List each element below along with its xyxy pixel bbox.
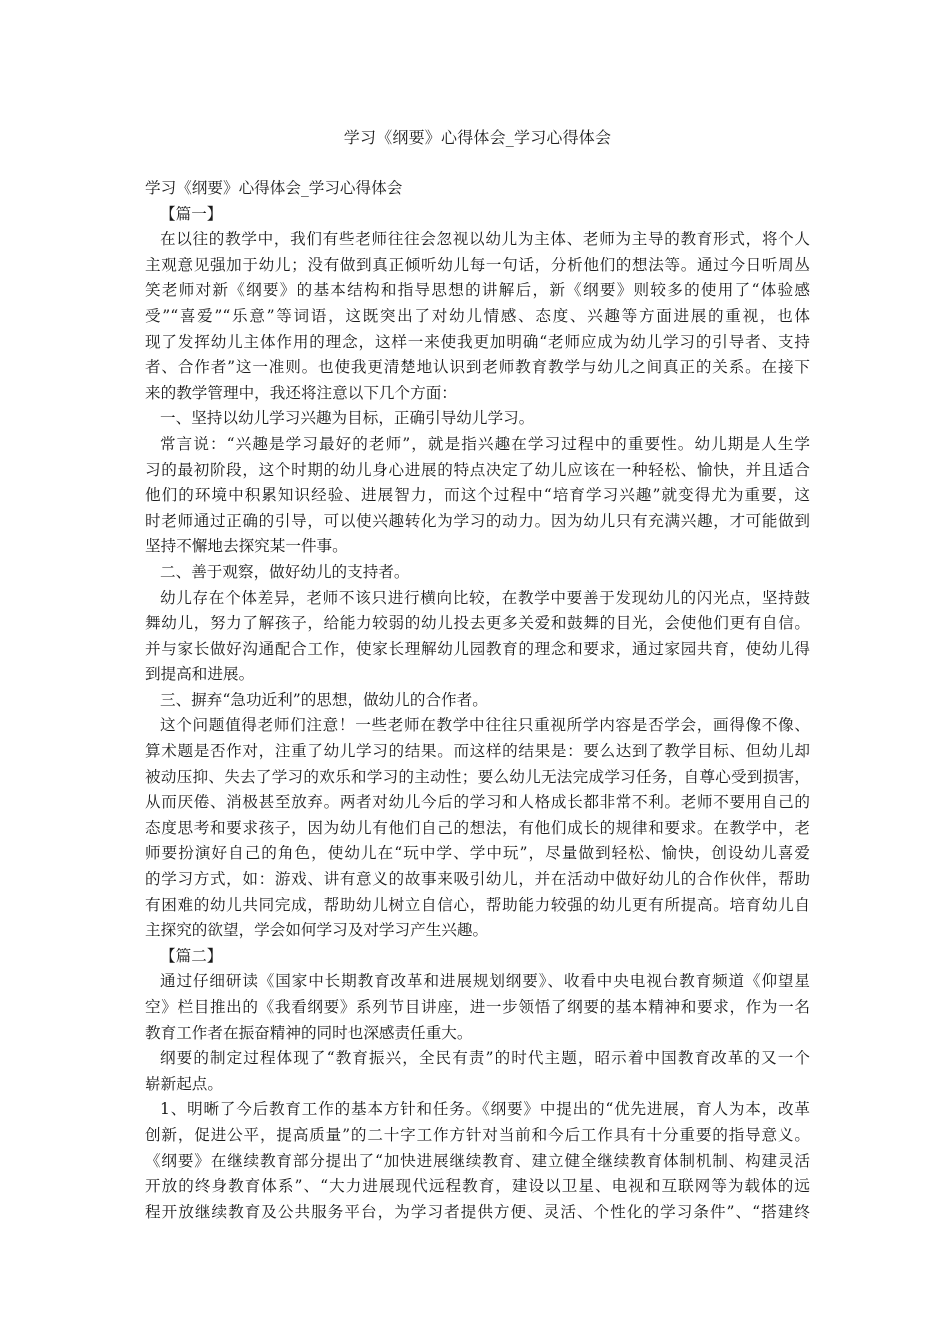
text-line: 崭新起点。 xyxy=(145,1074,223,1093)
text-line: 者、合作者”这一准则。也使我更清楚地认识到老师教育教学与幼儿之间真正的关系。在接下 xyxy=(145,358,810,377)
text-line: 舞幼儿，努力了解孩子，给能力较弱的幼儿投去更多关爱和鼓舞的目光，会使他们更有自信。 xyxy=(145,614,810,633)
text-line: 学习《纲要》心得体会_学习心得体会 xyxy=(145,179,403,197)
text-line: 现了发挥幼儿主体作用的理念，这样一来使我更加明确“老师应成为幼儿学习的引导者、支持 xyxy=(145,332,810,351)
text-line: 这个问题值得老师们注意！一些老师在教学中往往只重视所学内容是否学会，画得像不像、 xyxy=(160,716,810,735)
text-line: 被动压抑、失去了学习的欢乐和学习的主动性；要么幼儿无法完成学习任务，自尊心受到损害， xyxy=(145,767,810,786)
text-line: 有困难的幼儿共同完成，帮助幼儿树立自信心，帮助能力较强的幼儿更有所提高。培育幼儿自 xyxy=(145,895,810,914)
text-line: 开放的终身教育体系”、“大力进展现代远程教育，建设以卫星、电视和互联网等为载体的远 xyxy=(145,1177,810,1196)
text-line: 师要扮演好自己的角色，使幼儿在“玩中学、学中玩”，尽量做到轻松、愉快，创设幼儿喜爱 xyxy=(145,844,810,863)
text-line: 在以往的教学中，我们有些老师往往会忽视以幼儿为主体、老师为主导的教育形式，将个人 xyxy=(160,230,810,249)
text-line: 算术题是否作对，注重了幼儿学习的结果。而这样的结果是：要么达到了教学目标、但幼儿却 xyxy=(145,742,810,761)
text-line: 二、善于观察，做好幼儿的支持者。 xyxy=(160,562,410,581)
text-line: 主观意见强加于幼儿；没有做到真正倾听幼儿每一句话，分析他们的想法等。通过今日听周丛 xyxy=(145,255,810,274)
text-line: 空》栏目推出的《我看纲要》系列节目讲座，进一步领悟了纲要的基本精神和要求，作为一名 xyxy=(145,998,810,1016)
text-line: 《纲要》在继续教育部分提出了“加快进展继续教育、建立健全继续教育体制机制、构建灵活 xyxy=(145,1151,810,1170)
text-line: 笑老师对新《纲要》的基本结构和指导思想的讲解后，新《纲要》则较多的使用了“体验感 xyxy=(145,281,810,300)
text-line: 1、明晰了今后教育工作的基本方针和任务。《纲要》中提出的“优先进展，育人为本，改革 xyxy=(160,1100,810,1119)
text-line: 创新，促进公平，提高质量”的二十字工作方针对当前和今后工作具有十分重要的指导意义。 xyxy=(145,1125,810,1144)
text-line: 一、坚持以幼儿学习兴趣为目标，正确引导幼儿学习。 xyxy=(160,409,535,428)
text-line: 常言说：“兴趣是学习最好的老师”，就是指兴趣在学习过程中的重要性。幼儿期是人生学 xyxy=(160,434,810,453)
text-line: 他们的环境中积累知识经验、进展智力，而这个过程中“培育学习兴趣”就变得尤为重要，这 xyxy=(145,486,810,505)
text-line: 教育工作者在振奋精神的同时也深感责任重大。 xyxy=(145,1023,473,1042)
text-line: 程开放继续教育及公共服务平台，为学习者提供方便、灵活、个性化的学习条件”、“搭建终 xyxy=(145,1202,810,1221)
document-title: 学习《纲要》心得体会_学习心得体会 xyxy=(343,128,612,147)
text-line: 习的最初阶段，这个时期的幼儿身心进展的特点决定了幼儿应该在一种轻松、愉快，并且适合 xyxy=(145,460,810,479)
text-line: 幼儿存在个体差异，老师不该只进行横向比较，在教学中要善于发现幼儿的闪光点，坚持鼓 xyxy=(160,588,810,607)
text-line: 【篇二】 xyxy=(160,946,223,965)
text-line: 来的教学管理中，我还将注意以下几个方面： xyxy=(145,383,457,402)
text-line: 从而厌倦、消极甚至放弃。两者对幼儿今后的学习和人格成长都非常不利。老师不要用自己的 xyxy=(145,793,810,812)
text-line: 坚持不懈地去探究某一件事。 xyxy=(145,537,348,556)
text-line: 纲要的制定过程体现了“教育振兴，全民有责”的时代主题，昭示着中国教育改革的又一个 xyxy=(160,1049,810,1068)
document-body xyxy=(145,176,810,1225)
text-line: 通过仔细研读《国家中长期教育改革和进展规划纲要》、收看中央电视台教育频道《仰望星 xyxy=(160,972,810,991)
text-line: 【篇一】 xyxy=(160,204,223,223)
text-line: 态度思考和要求孩子，因为幼儿有他们自己的想法，有他们成长的规律和要求。在教学中，老 xyxy=(145,818,810,837)
text-line: 的学习方式，如：游戏、讲有意义的故事来吸引幼儿，并在活动中做好幼儿的合作伙伴，帮助 xyxy=(145,870,810,889)
text-line: 到提高和进展。 xyxy=(145,665,255,684)
text-line: 三、摒弃“急功近利”的思想，做幼儿的合作者。 xyxy=(160,690,488,709)
text-line: 主探究的欲望，学会如何学习及对学习产生兴趣。 xyxy=(145,921,489,940)
text-line: 受”“喜爱”“乐意”等词语，这既突出了对幼儿情感、态度、兴趣等方面进展的重视，也体 xyxy=(145,306,810,325)
text-line: 时老师通过正确的引导，可以使兴趣转化为学习的动力。因为幼儿只有充满兴趣，才可能做到 xyxy=(145,511,810,530)
text-line: 并与家长做好沟通配合工作，使家长理解幼儿园教育的理念和要求，通过家园共育，使幼儿得 xyxy=(145,639,810,658)
